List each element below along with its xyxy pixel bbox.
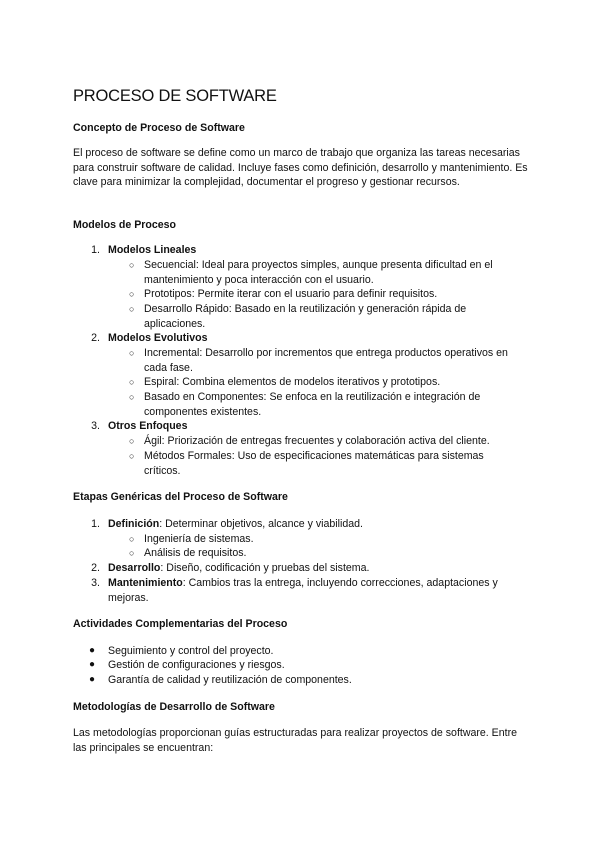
list-item: Definición: Determinar objetivos, alcance y viabilidad. bbox=[108, 518, 363, 530]
list-number: 1. bbox=[91, 518, 100, 530]
list-item: Seguimiento y control del proyecto. bbox=[108, 645, 274, 657]
circle-bullet-icon: ○ bbox=[129, 451, 135, 461]
section-heading-metodologias: Metodologías de Desarrollo de Software bbox=[73, 701, 275, 713]
circle-bullet-icon: ○ bbox=[129, 260, 135, 270]
list-item: Espiral: Combina elementos de modelos iterativos y prototipos. bbox=[144, 376, 441, 388]
circle-bullet-icon: ○ bbox=[129, 534, 135, 544]
list-item: Incremental: Desarrollo por incrementos que entrega productos operativos en cada fase. bbox=[144, 347, 508, 374]
list-number: 3. bbox=[91, 420, 100, 432]
metodologias-paragraph: Las metodologías proporcionan guías estructuradas para realizar proyectos de software. Entre las principales se encuentran: bbox=[73, 727, 518, 754]
list-item: Garantía de calidad y reutilización de componentes. bbox=[108, 674, 352, 686]
list-item-title: Otros Enfoques bbox=[108, 420, 188, 432]
list-item: Secuencial: Ideal para proyectos simples, aunque presenta dificultad en el mantenimiento y poca interacción con el usuario. bbox=[144, 259, 493, 286]
disc-bullet-icon: ● bbox=[89, 659, 96, 670]
list-number: 2. bbox=[91, 332, 100, 344]
list-number: 1. bbox=[91, 244, 100, 256]
section-heading-concepto: Concepto de Proceso de Software bbox=[73, 122, 245, 134]
list-item-title: Modelos Evolutivos bbox=[108, 332, 208, 344]
circle-bullet-icon: ○ bbox=[129, 289, 135, 299]
list-item: Desarrollo: Diseño, codificación y pruebas del sistema. bbox=[108, 562, 370, 574]
circle-bullet-icon: ○ bbox=[129, 548, 135, 558]
list-item: Mantenimiento: Cambios tras la entrega, incluyendo correcciones, adaptaciones y mejoras. bbox=[108, 577, 498, 604]
circle-bullet-icon: ○ bbox=[129, 304, 135, 314]
circle-bullet-icon: ○ bbox=[129, 377, 135, 387]
section-heading-modelos: Modelos de Proceso bbox=[73, 219, 177, 231]
list-item: Basado en Componentes: Se enfoca en la reutilización e integración de componentes existentes. bbox=[144, 391, 481, 418]
list-number: 3. bbox=[91, 577, 100, 589]
list-item: Gestión de configuraciones y riesgos. bbox=[108, 659, 285, 671]
list-item: Ágil: Priorización de entregas frecuentes y colaboración activa del cliente. bbox=[144, 435, 490, 447]
list-item: Desarrollo Rápido: Basado en la reutilización y generación rápida de aplicaciones. bbox=[144, 303, 467, 330]
list-number: 2. bbox=[91, 562, 100, 574]
disc-bullet-icon: ● bbox=[89, 674, 96, 685]
list-item-title: Modelos Lineales bbox=[108, 244, 197, 256]
disc-bullet-icon: ● bbox=[89, 645, 96, 656]
list-item: Prototipos: Permite iterar con el usuario para definir requisitos. bbox=[144, 288, 438, 300]
section-heading-etapas: Etapas Genéricas del Proceso de Software bbox=[73, 491, 288, 503]
page-title: PROCESO DE SOFTWARE bbox=[73, 87, 277, 105]
list-item: Ingeniería de sistemas. bbox=[144, 533, 254, 545]
circle-bullet-icon: ○ bbox=[129, 436, 135, 446]
list-item: Métodos Formales: Uso de especificaciones matemáticas para sistemas críticos. bbox=[144, 450, 484, 477]
circle-bullet-icon: ○ bbox=[129, 348, 135, 358]
section-heading-actividades: Actividades Complementarias del Proceso bbox=[73, 618, 288, 630]
concepto-paragraph: El proceso de software se define como un marco de trabajo que organiza las tareas necesarias para construir software de calidad. Incluye fases como definición, desarrollo y mantenimiento. Es clave para minimizar la complejidad, documentar el progreso y gestionar recursos. bbox=[73, 147, 528, 189]
circle-bullet-icon: ○ bbox=[129, 392, 135, 402]
list-item: Análisis de requisitos. bbox=[144, 547, 247, 559]
